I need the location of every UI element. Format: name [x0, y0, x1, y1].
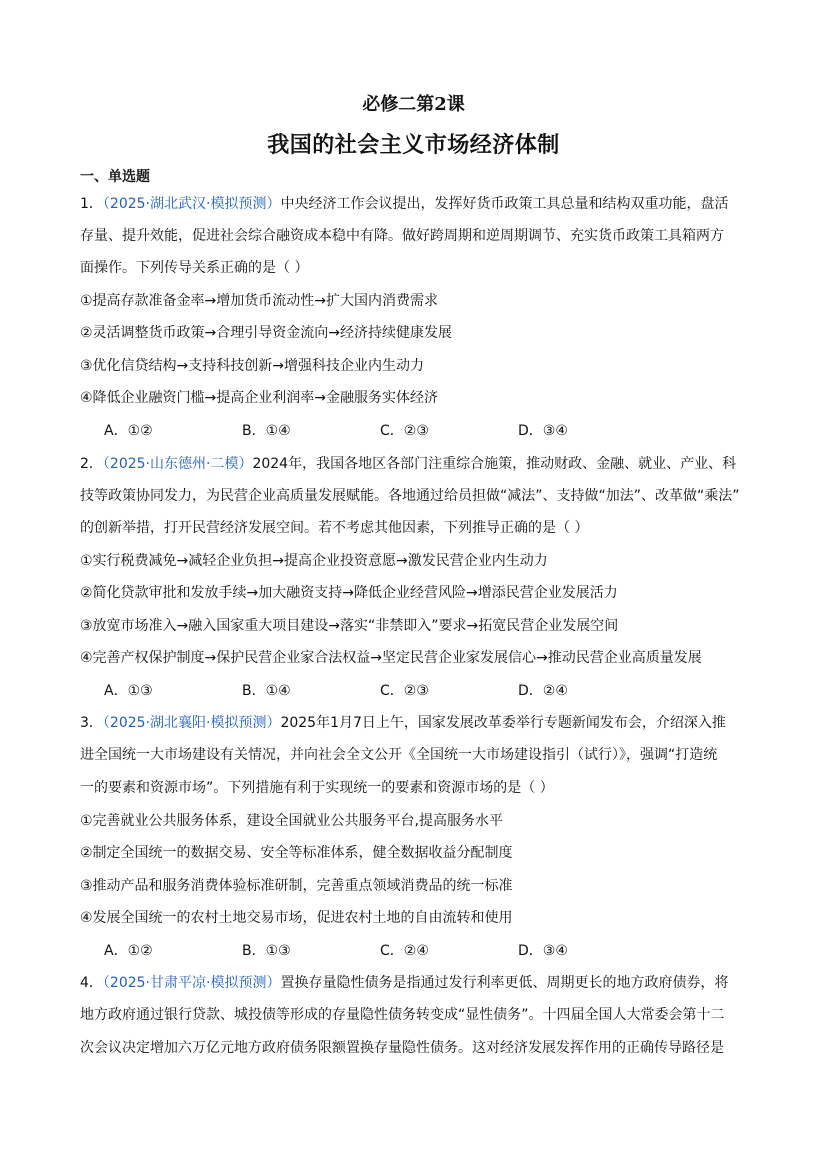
question-2-statement-4: ④完善产权保护制度→保护民营企业家合法权益→坚定民营企业家发展信心→推动民营企业高质量发展 — [80, 650, 702, 666]
lesson-subtitle: 必修二第2课 — [362, 94, 465, 115]
question-number: 1． — [80, 196, 103, 212]
option-c[interactable]: C．②④ — [380, 943, 429, 959]
question-text: 2025年1月7日上午，国家发展改革委举行专题新闻发布会，介绍深入推 — [280, 715, 726, 731]
option-d[interactable]: D．③④ — [518, 423, 568, 439]
question-text: 置换存量隐性债务是指通过发行利率更低、周期更长的地方政府债券，将 — [280, 975, 729, 991]
option-a[interactable]: A．①② — [104, 423, 153, 439]
option-c[interactable]: C．②③ — [380, 423, 429, 439]
question-1-line-1 — [80, 194, 760, 214]
question-1-statement-3: ③优化信贷结构→支持科技创新→增强科技企业内生动力 — [80, 358, 425, 374]
question-4-line-1 — [80, 973, 760, 993]
option-a[interactable]: A．①③ — [104, 683, 153, 699]
question-1-statement-4: ④降低企业融资门槛→提高企业利润率→金融服务实体经济 — [80, 390, 439, 406]
lesson-title: 我国的社会主义市场经济体制 — [267, 132, 560, 158]
question-text: 中央经济工作会议提出，发挥好货币政策工具总量和结构双重功能，盘活 — [280, 196, 729, 212]
option-b[interactable]: B．①④ — [242, 683, 291, 699]
option-c[interactable]: C．②③ — [380, 683, 429, 699]
question-3-line-3: 一的要素和资源市场”。下列措施有利于实现统一的要素和资源市场的是（ ） — [80, 780, 554, 796]
question-2-statement-2: ②简化贷款审批和发放手续→加大融资支持→降低企业经营风险→增添民营企业发展活力 — [80, 585, 618, 601]
question-2-statement-3: ③放宽市场准入→融入国家重大项目建设→落实“非禁即入”要求→拓宽民营企业发展空间 — [80, 618, 619, 634]
option-d[interactable]: D．②④ — [518, 683, 568, 699]
question-1-statement-1: ①提高存款准备金率→增加货币流动性→扩大国内消费需求 — [80, 293, 439, 309]
question-3-statement-1: ①完善就业公共服务体系，建设全国就业公共服务平台,提高服务水平 — [80, 813, 503, 829]
question-4-line-3: 次会议决定增加六万亿元地方政府债务限额置换存量隐性债务。这对经济发展发挥作用的正确传导路径是 — [80, 1040, 724, 1056]
option-b[interactable]: B．①③ — [242, 943, 291, 959]
question-2-options — [104, 681, 656, 701]
question-number: 3． — [80, 715, 103, 731]
question-1-options — [104, 421, 656, 441]
question-2-line-2: 技等政策协同发力，为民营企业高质量发展赋能。各地通过给员担做“减法”、支持做“加法”、改革做“乘法” — [80, 488, 740, 504]
question-text: 2024年，我国各地区各部门注重综合施策，推动财政、金融、就业、产业、科 — [252, 456, 737, 472]
question-2-line-3: 的创新举措，打开民营经济发展空间。若不考虑其他因素，下列推导正确的是（ ） — [80, 520, 589, 536]
question-3-statement-4: ④发展全国统一的农村土地交易市场，促进农村土地的自由流转和使用 — [80, 910, 513, 926]
question-3-line-2: 进全国统一大市场建设有关情况，并向社会全文公开《全国统一大市场建设指引（试行）》，强调“打造统 — [80, 747, 718, 763]
question-1-line-3: 面操作。下列传导关系正确的是（ ） — [80, 260, 309, 276]
question-1-line-2: 存量、提升效能，促进社会综合融资成本稳中有降。做好跨周期和逆周期调节、充实货币政策工具箱两方 — [80, 228, 724, 244]
question-3-line-1 — [80, 713, 760, 733]
option-b[interactable]: B．①④ — [242, 423, 291, 439]
question-number: 2． — [80, 456, 103, 472]
question-2-statement-1: ①实行税费减免→减轻企业负担→提高企业投资意愿→激发民营企业内生动力 — [80, 553, 548, 569]
question-3-statement-2: ②制定全国统一的数据交易、安全等标准体系，健全数据收益分配制度 — [80, 845, 513, 861]
question-3-options — [104, 941, 656, 961]
section-heading: 一、单选题 — [80, 169, 150, 185]
question-4-line-2: 地方政府通过银行贷款、城投债等形成的存量隐性债务转变成“显性债务”。十四届全国人大常委会第十二 — [80, 1007, 725, 1023]
question-source: （2025·湖北襄阳·模拟预测） — [102, 715, 281, 731]
question-2-line-1 — [80, 454, 760, 474]
question-number: 4． — [80, 975, 103, 991]
option-a[interactable]: A．①② — [104, 943, 153, 959]
question-source: （2025·甘肃平凉·模拟预测） — [102, 975, 281, 991]
question-source: （2025·湖北武汉·模拟预测） — [102, 196, 281, 212]
option-d[interactable]: D．③④ — [518, 943, 568, 959]
question-1-statement-2: ②灵活调整货币政策→合理引导资金流向→经济持续健康发展 — [80, 325, 453, 341]
question-source: （2025·山东德州·二模） — [102, 456, 253, 472]
question-3-statement-3: ③推动产品和服务消费体验标准研制，完善重点领域消费品的统一标准 — [80, 878, 513, 894]
